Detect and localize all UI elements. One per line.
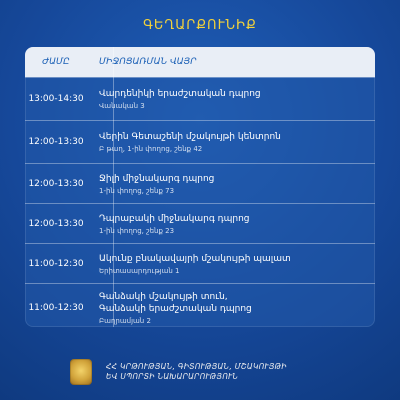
row-place-name: Դպրաբակի միջնակարգ դպրոց xyxy=(99,213,250,224)
row-place-address: Երիտասարդության 1 xyxy=(99,266,180,275)
table-row xyxy=(25,283,375,327)
row-time: 11:00-12:30 xyxy=(28,258,84,269)
table-row xyxy=(25,77,375,120)
row-time: 11:00-12:30 xyxy=(28,303,84,313)
ministry-line-2: ԵՎ ՍՊՈՐՏԻ ՆԱԽԱՐԱՐՈՒԹՅՈՒՆ xyxy=(106,372,239,381)
header-location: ՄԻՋՈՑԱՌՄԱՆ ՎԱՅՐ xyxy=(99,57,197,67)
ministry-name xyxy=(106,362,287,382)
row-place-address: 1-ին փողոց, շենք 23 xyxy=(99,226,175,235)
row-place xyxy=(87,88,375,110)
row-place xyxy=(87,291,375,325)
header-time: ԺԱՄԸ xyxy=(42,57,70,67)
row-place-address: Բ թաղ, 1-ին փողոց, շենք 42 xyxy=(99,145,203,153)
row-time: 12:00-13:30 xyxy=(28,218,84,229)
row-place xyxy=(87,131,375,153)
row-place-name: Գանձակի մշակույթի տուն, Գանձակի երաժշտական դպրոց xyxy=(99,292,252,314)
armenian-coat-of-arms-icon xyxy=(70,359,92,385)
table-row xyxy=(25,120,375,163)
row-time: 12:00-13:30 xyxy=(28,178,84,189)
row-time: 12:00-13:30 xyxy=(28,137,84,147)
row-place xyxy=(87,173,375,195)
row-time: 13:00-14:30 xyxy=(28,94,84,104)
row-place-address: 1-ին փողոց, շենք 73 xyxy=(99,186,175,195)
row-place xyxy=(87,253,375,275)
footer xyxy=(70,358,350,386)
row-place-address: Վանական 3 xyxy=(99,102,145,110)
row-place xyxy=(87,213,375,235)
table-row xyxy=(25,203,375,243)
row-place-name: Ակունք բնակավայրի մշակույթի պալատ xyxy=(99,253,291,264)
row-place-address: Բաղրամյան 2 xyxy=(99,317,151,325)
row-place-name: Վերին Գետաշենի մշակույթի կենտրոն xyxy=(99,132,281,142)
schedule-table xyxy=(25,47,375,327)
table-row xyxy=(25,243,375,283)
table-row xyxy=(25,163,375,203)
table-header xyxy=(25,47,375,77)
row-place-name: Վարդենիկի երաժշտական դպրոց xyxy=(99,89,261,99)
row-place-name: Ջիլի միջնակարգ դպրոց xyxy=(99,173,215,184)
ministry-line-1: ՀՀ ԿՐԹՈՒԹՅԱՆ, ԳԻՏՈՒԹՅԱՆ, ՄՇԱԿՈՒՅԹԻ xyxy=(106,362,287,371)
page-title: ԳԵՂԱՐՔՈՒՆԻՔ xyxy=(143,18,257,33)
